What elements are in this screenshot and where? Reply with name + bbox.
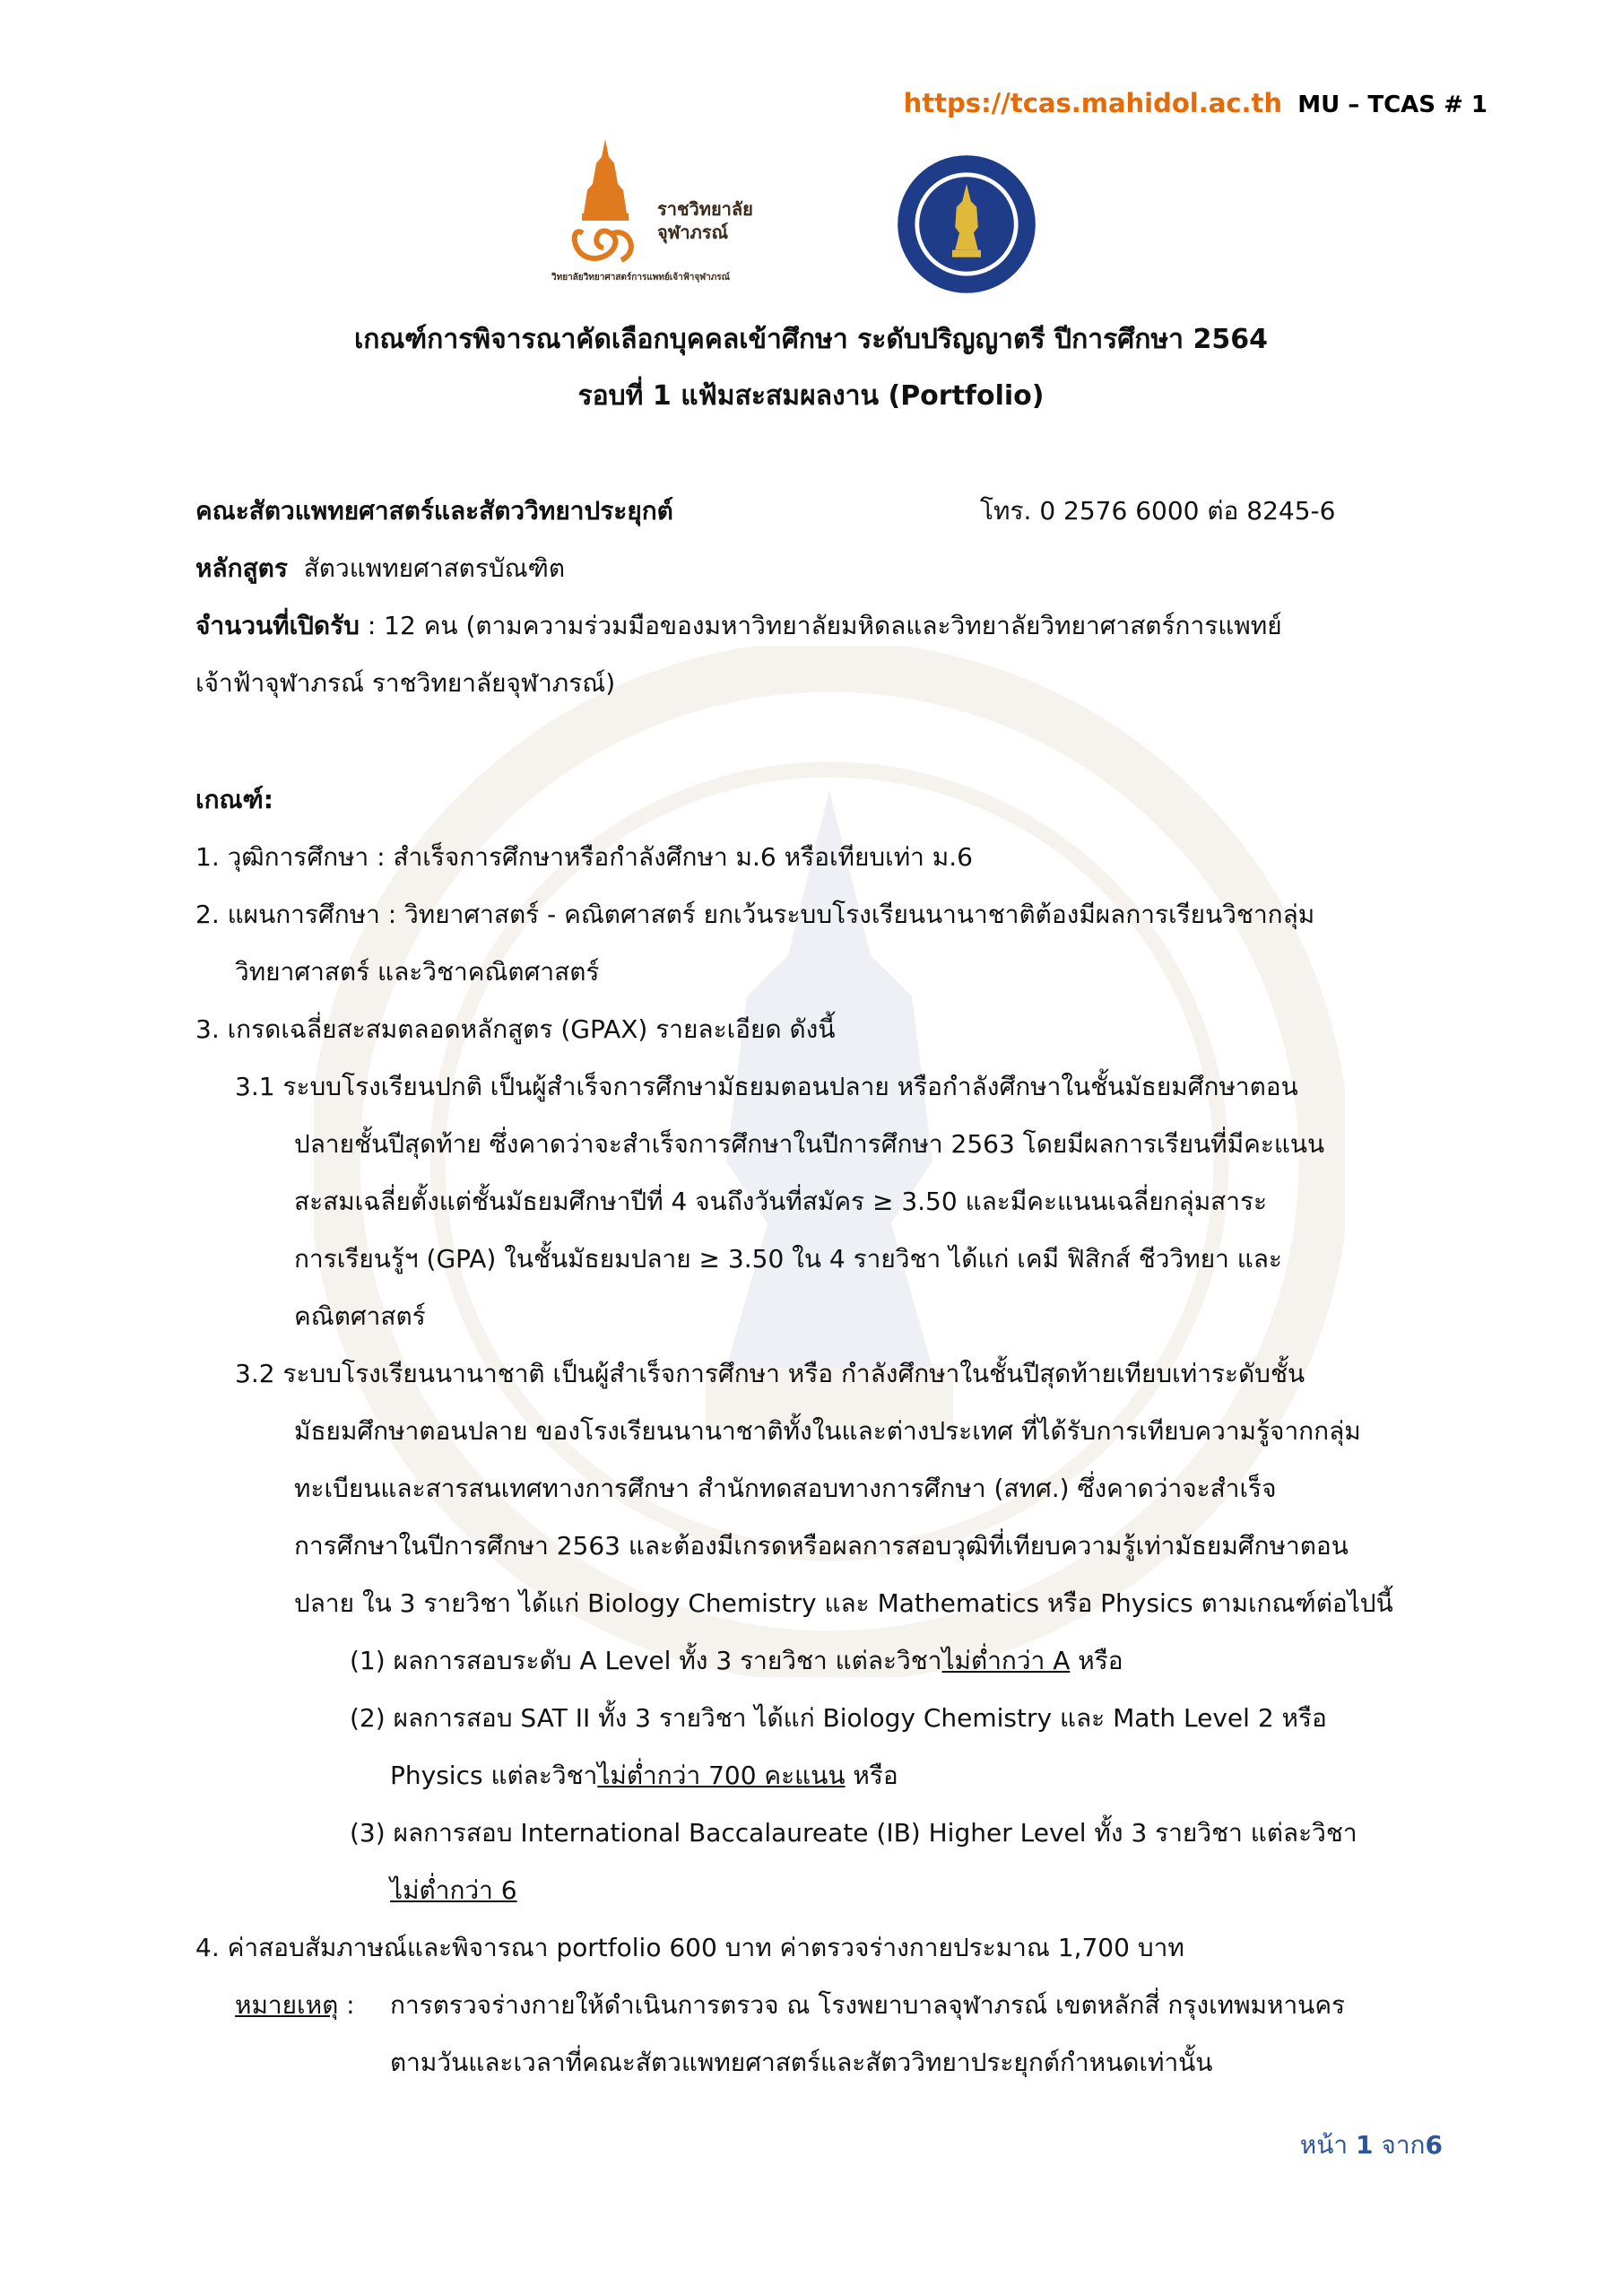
seats-row: [195, 606, 1282, 646]
criterion-2: 2. แผนการศึกษา : วิทยาศาสตร์ - คณิตศาสตร์ ยกเว้นระบบโรงเรียนนานาชาติต้องมีผลการเรียนวิชากลุ่ม: [195, 900, 1315, 929]
chulabhorn-name: ราชวิทยาลัย จุฬาภรณ์: [657, 198, 753, 243]
seats-value-cont: เจ้าฟ้าจุฬาภรณ์ ราชวิทยาลัยจุฬาภรณ์): [195, 668, 616, 698]
criterion-2-cont: วิทยาศาสตร์ และวิชาคณิตศาสตร์: [235, 957, 600, 987]
header-url[interactable]: https://tcas.mahidol.ac.th: [903, 88, 1283, 118]
page-footer: [1300, 2126, 1443, 2165]
criterion-3-1-cont: ปลายชั้นปีสุดท้าย ซึ่งคาดว่าจะสำเร็จการศึกษาในปีการศึกษา 2563 โดยมีผลการเรียนที่มีคะแนน: [294, 1129, 1325, 1159]
criterion-3-1-cont: สะสมเฉลี่ยตั้งแต่ชั้นมัธยมศึกษาปีที่ 4 จนถึงวันที่สมัคร ≥ 3.50 และมีคะแนนเฉลี่ยกลุ่มสาระ: [294, 1187, 1268, 1216]
sub-criterion-3-threshold: ไม่ต่ำกว่า 6: [390, 1875, 517, 1905]
sub-criterion-2-text: Physics แต่ละวิชา: [390, 1761, 598, 1790]
chulabhorn-logo: [551, 135, 785, 291]
document-title-line1: เกณฑ์การพิจารณาคัดเลือกบุคคลเข้าศึกษา ระดับปริญญาตรี ปีการศึกษา 2564: [354, 324, 1268, 355]
sub-criterion-1-tail: หรือ: [1070, 1646, 1123, 1675]
chulabhorn-subname: วิทยาลัยวิทยาศาสตร์การแพทย์เจ้าฟ้าจุฬาภรณ์: [551, 273, 730, 283]
criterion-4: 4. ค่าสอบสัมภาษณ์และพิจารณา portfolio 600 บาท ค่าตรวจร่างกายประมาณ 1,700 บาท: [195, 1933, 1184, 1962]
mahidol-university-seal-icon: [895, 152, 1038, 296]
sub-criterion-1-text: (1) ผลการสอบระดับ A Level ทั้ง 3 รายวิชา แต่ละวิชา: [350, 1646, 942, 1675]
criterion-3-1: 3.1 ระบบโรงเรียนปกติ เป็นผู้สำเร็จการศึกษามัธยมตอนปลาย หรือกำลังศึกษาในชั้นมัธยมศึกษาตอน: [235, 1072, 1298, 1101]
criterion-3-2-cont: มัธยมศึกษาตอนปลาย ของโรงเรียนนานาชาติทั้งในและต่างประเทศ ที่ได้รับการเทียบความรู้จากกลุ่ม: [294, 1416, 1361, 1446]
of-word: จาก: [1381, 2130, 1426, 2160]
sub-criterion-2: (2) ผลการสอบ SAT II ทั้ง 3 รายวิชา ได้แก่ Biology Chemistry และ Math Level 2 หรือ: [350, 1703, 1327, 1733]
criterion-3: 3. เกรดเฉลี่ยสะสมตลอดหลักสูตร (GPAX) รายละเอียด ดังนี้: [195, 1014, 836, 1044]
criteria-heading: เกณฑ์:: [195, 785, 273, 814]
criterion-3-1-cont: คณิตศาสตร์: [294, 1301, 426, 1331]
sub-criterion-2-tail: หรือ: [845, 1761, 898, 1790]
sub-criterion-2-cont: [390, 1756, 898, 1796]
document-title-line2: รอบที่ 1 แฟ้มสะสมผลงาน (Portfolio): [577, 380, 1045, 412]
page-total: 6: [1425, 2130, 1443, 2160]
criterion-3-2-cont: การศึกษาในปีการศึกษา 2563 และต้องมีเกรดหรือผลการสอบวุฒิที่เทียบความรู้เท่ามัธยมศึกษาตอน: [294, 1531, 1349, 1561]
sub-criterion-2-threshold: ไม่ต่ำกว่า 700 คะแนน: [597, 1761, 846, 1790]
program-label: หลักสูตร: [195, 553, 288, 583]
criterion-1: 1. วุฒิการศึกษา : สำเร็จการศึกษาหรือกำลังศึกษา ม.6 หรือเทียบเท่า ม.6: [195, 842, 973, 872]
program-row: [195, 549, 565, 588]
sub-criterion-1-threshold: ไม่ต่ำกว่า A: [941, 1646, 1071, 1675]
criterion-3-2-cont: ปลาย ใน 3 รายวิชา ได้แก่ Biology Chemistry และ Mathematics หรือ Physics ตามเกณฑ์ต่อไปนี้: [294, 1588, 1393, 1618]
criterion-3-2-cont: ทะเบียนและสารสนเทศทางการศึกษา สำนักทดสอบทางการศึกษา (สทศ.) ซึ่งคาดว่าจะสำเร็จ: [294, 1474, 1277, 1503]
note-label: หมายเหตุ: [235, 1990, 339, 2020]
note-text-cont: ตามวันและเวลาที่คณะสัตวแพทยศาสตร์และสัตววิทยาประยุกต์กำหนดเท่านั้น: [390, 2048, 1213, 2077]
header-code: MU – TCAS # 1: [1297, 91, 1488, 118]
page-word: หน้า: [1299, 2130, 1349, 2160]
criterion-3-2: 3.2 ระบบโรงเรียนนานาชาติ เป็นผู้สำเร็จการศึกษา หรือ กำลังศึกษาในชั้นปีสุดท้ายเทียบเท่าระดับชั้น: [235, 1359, 1305, 1388]
criterion-3-1-cont: การเรียนรู้ฯ (GPA) ในชั้นมัธยมปลาย ≥ 3.50 ใน 4 รายวิชา ได้แก่ เคมี ฟิสิกส์ ชีววิทยา และ: [294, 1244, 1282, 1274]
seats-value: : 12 คน (ตามความร่วมมือของมหาวิทยาลัยมหิดลและวิทยาลัยวิทยาศาสตร์การแพทย์: [359, 611, 1282, 640]
note-text: การตรวจร่างกายให้ดำเนินการตรวจ ณ โรงพยาบาลจุฬาภรณ์ เขตหลักสี่ กรุงเทพมหานคร: [390, 1990, 1346, 2020]
chulabhorn-royal-academy-logo-icon: [551, 135, 659, 269]
faculty-phone: โทร. 0 2576 6000 ต่อ 8245-6: [980, 496, 1336, 526]
note-row: [235, 1986, 355, 2025]
note-separator: :: [338, 1990, 355, 2020]
sub-criterion-1: [350, 1641, 1123, 1681]
page-number: 1: [1356, 2130, 1374, 2160]
program-value: สัตวแพทยศาสตรบัณฑิต: [303, 553, 566, 583]
sub-criterion-3: (3) ผลการสอบ International Baccalaureate (IB) Higher Level ทั้ง 3 รายวิชา แต่ละวิชา: [350, 1818, 1357, 1848]
faculty-name: คณะสัตวแพทยศาสตร์และสัตววิทยาประยุกต์: [195, 496, 673, 526]
seats-label: จำนวนที่เปิดรับ: [195, 611, 360, 640]
page-header: [904, 88, 1488, 118]
